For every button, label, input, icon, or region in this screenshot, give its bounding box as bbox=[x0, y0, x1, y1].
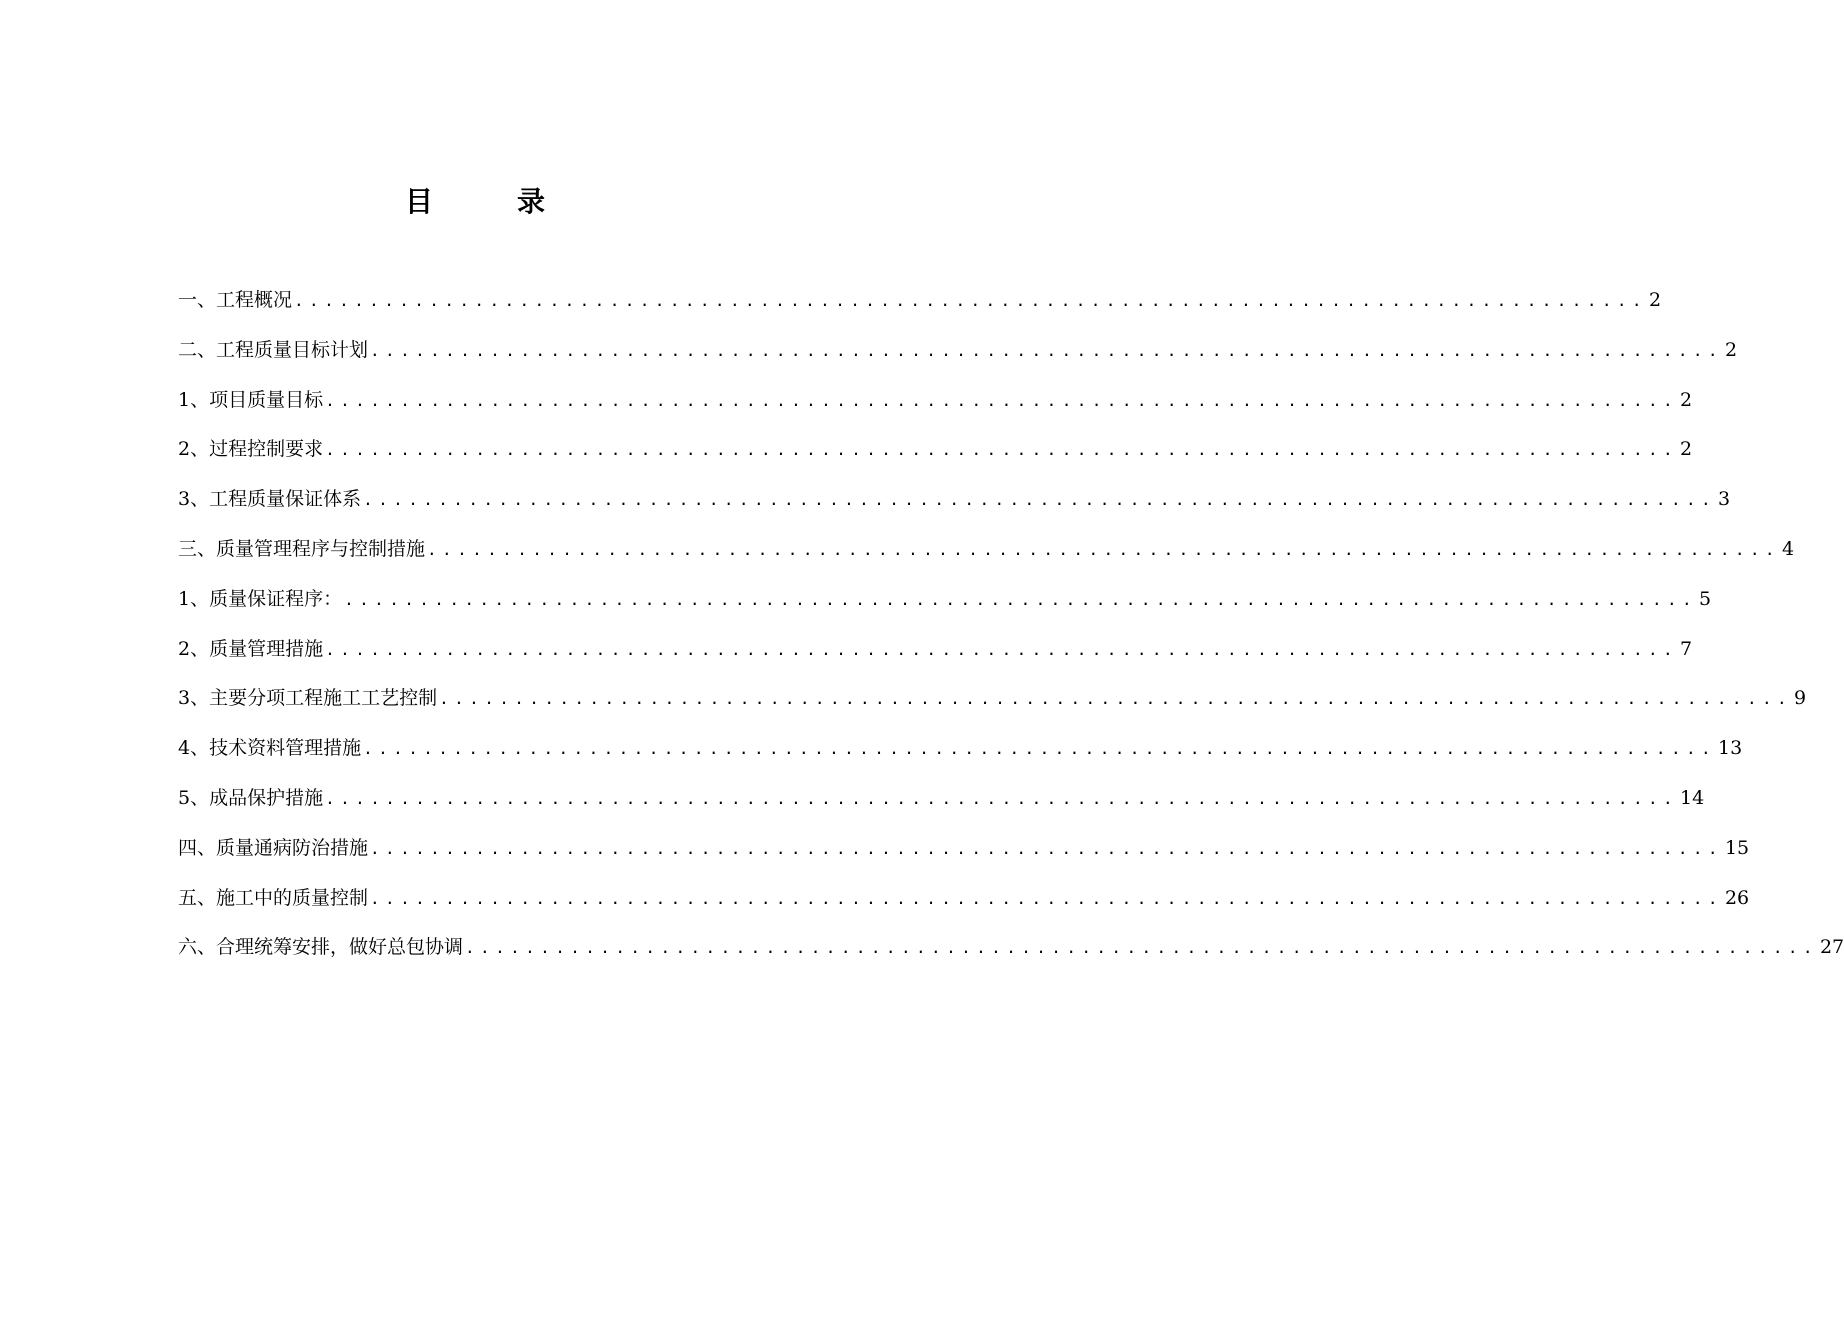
toc-entry[interactable] bbox=[178, 730, 1743, 780]
toc-entry[interactable] bbox=[178, 481, 1731, 531]
toc-entry-page: 15 bbox=[1724, 836, 1750, 859]
toc-entry[interactable] bbox=[178, 282, 1662, 332]
toc-leader-dots: .......................................................................................... bbox=[325, 440, 1679, 460]
toc-entry-title: 四、质量通病防治措施 bbox=[178, 836, 369, 859]
toc-entry[interactable] bbox=[178, 830, 1750, 880]
toc-leader-dots: .......................................................................................... bbox=[325, 390, 1679, 410]
toc-leader-dots: .......................................................................................... bbox=[325, 788, 1679, 808]
toc-entry[interactable] bbox=[178, 680, 1807, 730]
toc-entry[interactable] bbox=[178, 780, 1705, 830]
toc-entry-page: 13 bbox=[1718, 737, 1743, 760]
toc-entry-title: 三、质量管理程序与控制措施 bbox=[178, 537, 426, 560]
toc-leader-dots: .......................................................................................... bbox=[370, 838, 1723, 858]
toc-entry[interactable] bbox=[178, 581, 1712, 631]
toc-entry[interactable] bbox=[178, 531, 1795, 581]
toc-leader-dots: .......................................................................................... bbox=[325, 639, 1679, 659]
toc-entry-title: 1、项目质量目标 bbox=[178, 388, 324, 411]
toc-entry-title: 4、技术资料管理措施 bbox=[178, 737, 362, 760]
toc-entry-page: 2 bbox=[1680, 388, 1693, 411]
toc-entry-title: 五、施工中的质量控制 bbox=[178, 886, 369, 909]
toc-leader-dots: .......................................................................................... bbox=[427, 539, 1780, 559]
toc-entry-title: 2、质量管理措施 bbox=[178, 637, 324, 660]
toc-entry-title: 六、合理统筹安排，做好总包协调 bbox=[178, 936, 464, 959]
toc-entry-page: 2 bbox=[1648, 289, 1662, 311]
toc-entry-page: 14 bbox=[1680, 786, 1705, 809]
page-title: 目 录 bbox=[404, 185, 573, 218]
toc-leader-dots: .......................................................................................... bbox=[363, 739, 1717, 759]
toc-leader-dots: .......................................................................................... bbox=[294, 291, 1647, 310]
toc-entry-page: 4 bbox=[1781, 537, 1795, 560]
toc-entry-page: 27 bbox=[1819, 936, 1844, 959]
toc-leader-dots: .......................................................................................... bbox=[439, 689, 1793, 709]
toc-entry-page: 7 bbox=[1680, 637, 1693, 660]
toc-entry[interactable] bbox=[178, 332, 1738, 382]
toc-leader-dots: .......................................................................................... bbox=[370, 888, 1723, 908]
toc-entry-title: 3、工程质量保证体系 bbox=[178, 488, 362, 511]
table-of-contents bbox=[178, 282, 1844, 979]
toc-entry-page: 2 bbox=[1724, 338, 1738, 361]
toc-entry-page: 5 bbox=[1699, 587, 1712, 610]
toc-entry[interactable] bbox=[178, 929, 1844, 979]
toc-entry[interactable] bbox=[178, 382, 1693, 432]
toc-entry-page: 26 bbox=[1724, 886, 1750, 909]
toc-leader-dots: .......................................................................................... bbox=[344, 589, 1698, 609]
toc-entry[interactable] bbox=[178, 431, 1693, 481]
toc-leader-dots: .......................................................................................... bbox=[370, 340, 1723, 360]
toc-leader-dots: .......................................................................................... bbox=[465, 938, 1818, 958]
toc-entry-page: 2 bbox=[1680, 438, 1693, 461]
toc-entry-title: 一、工程概况 bbox=[178, 289, 293, 311]
toc-entry-page: 3 bbox=[1718, 488, 1731, 511]
toc-entry-title: 5、成品保护措施 bbox=[178, 786, 324, 809]
toc-entry[interactable] bbox=[178, 631, 1693, 681]
toc-entry[interactable] bbox=[178, 880, 1750, 930]
toc-entry-title: 2、过程控制要求 bbox=[178, 438, 324, 461]
toc-leader-dots: .......................................................................................... bbox=[363, 490, 1717, 510]
toc-entry-page: 9 bbox=[1794, 687, 1807, 710]
toc-entry-title: 二、工程质量目标计划 bbox=[178, 338, 369, 361]
toc-entry-title: 1、质量保证程序： bbox=[178, 587, 343, 610]
toc-entry-title: 3、主要分项工程施工工艺控制 bbox=[178, 687, 438, 710]
